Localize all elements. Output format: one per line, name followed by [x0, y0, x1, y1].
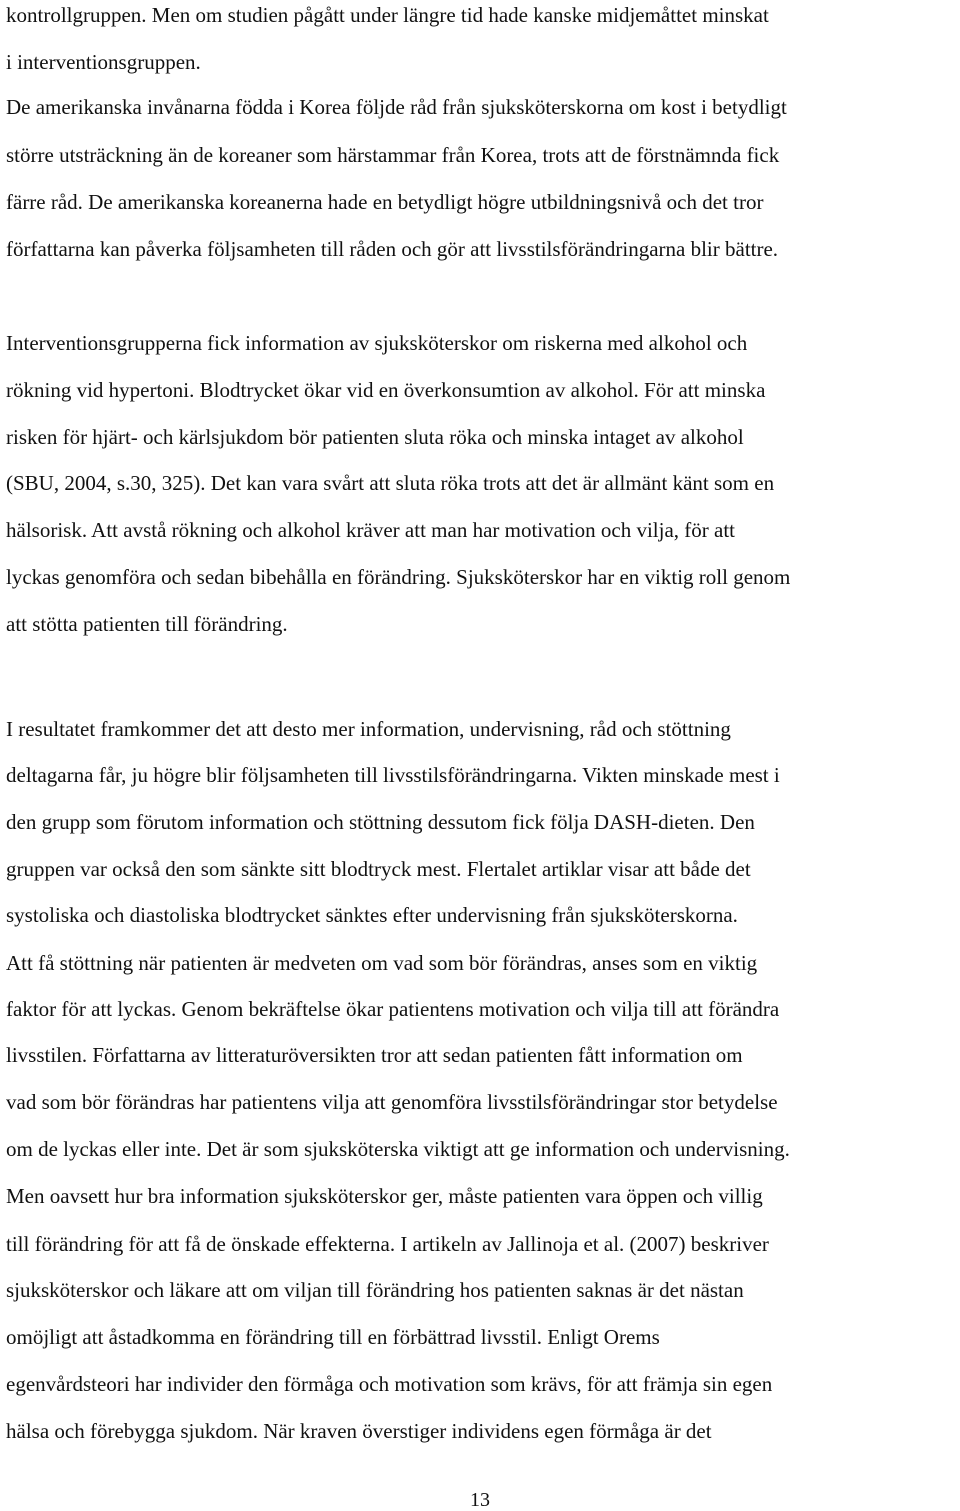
paragraph-3-line-7: att stötta patienten till förändring. [6, 612, 288, 636]
paragraph-4-line-1: I resultatet framkommer det att desto mer information, undervisning, råd och stöttning [6, 717, 731, 741]
paragraph-1-line-2: i interventionsgruppen. [6, 50, 201, 74]
paragraph-4-line-6: Att få stöttning när patienten är medveten om vad som bör förändras, anses som en viktig [6, 951, 758, 975]
paragraph-4-line-5: systoliska och diastoliska blodtrycket sänktes efter undervisning från sjuksköterskorna. [6, 903, 738, 927]
paragraph-3-line-4: (SBU, 2004, s.30, 325). Det kan vara svårt att sluta röka trots att det är allmänt känt som en [6, 471, 775, 495]
paragraph-4-line-10: om de lyckas eller inte. Det är som sjuksköterska viktigt att ge information och undervisning. [6, 1137, 790, 1161]
paragraph-2-line-3: färre råd. De amerikanska koreanerna hade en betydligt högre utbildningsnivå och det tror [6, 190, 764, 214]
paragraph-4-line-15: egenvårdsteori har individer den förmåga och motivation som krävs, för att främja sin egen [6, 1372, 773, 1396]
paragraph-2-line-4: författarna kan påverka följsamheten till råden och gör att livsstilsförändringarna blir bättre. [6, 237, 779, 261]
paragraph-4-line-16: hälsa och förebygga sjukdom. När kraven överstiger individens egen förmåga är det [6, 1419, 712, 1443]
paragraph-4-line-12: till förändring för att få de önskade effekterna. I artikeln av Jallinoja et al. (2007) beskriver [6, 1232, 769, 1256]
paragraph-3-line-6: lyckas genomföra och sedan bibehålla en förändring. Sjuksköterskor har en viktig roll genom [6, 565, 791, 589]
paragraph-3-line-1: Interventionsgrupperna fick information av sjuksköterskor om riskerna med alkohol och [6, 331, 748, 355]
paragraph-1-line-1: kontrollgruppen. Men om studien pågått under längre tid hade kanske midjemåttet minskat [6, 3, 769, 27]
paragraph-4-line-14: omöjligt att åstadkomma en förändring till en förbättrad livsstil. Enligt Orems [6, 1325, 660, 1349]
paragraph-4-line-7: faktor för att lyckas. Genom bekräftelse ökar patientens motivation och vilja till att förändra [6, 997, 780, 1021]
paragraph-4-line-2: deltagarna får, ju högre blir följsamheten till livsstilsförändringarna. Vikten minskade mest i [6, 763, 780, 787]
paragraph-4-line-13: sjuksköterskor och läkare att om viljan till förändring hos patienten saknas är det nästan [6, 1278, 744, 1302]
paragraph-2-line-1: De amerikanska invånarna födda i Korea följde råd från sjuksköterskorna om kost i betydligt [6, 95, 787, 119]
paragraph-4-line-8: livsstilen. Författarna av litteraturöversikten tror att sedan patienten fått information om [6, 1043, 743, 1067]
paragraph-2-line-2: större utsträckning än de koreaner som härstammar från Korea, trots att de förstnämnda fick [6, 143, 780, 167]
paragraph-3-line-2: rökning vid hypertoni. Blodtrycket ökar vid en överkonsumtion av alkohol. För att minska [6, 378, 766, 402]
paragraph-4-line-4: gruppen var också den som sänkte sitt blodtryck mest. Flertalet artiklar visar att både det [6, 857, 751, 881]
paragraph-4-line-11: Men oavsett hur bra information sjuksköterskor ger, måste patienten vara öppen och villig [6, 1184, 763, 1208]
page-number: 13 [470, 1489, 490, 1511]
paragraph-3-line-3: risken för hjärt- och kärlsjukdom bör patienten sluta röka och minska intaget av alkohol [6, 425, 744, 449]
paragraph-4-line-3: den grupp som förutom information och stöttning dessutom fick följa DASH-dieten. Den [6, 810, 755, 834]
paragraph-3-line-5: hälsorisk. Att avstå rökning och alkohol kräver att man har motivation och vilja, för att [6, 518, 735, 542]
paragraph-4-line-9: vad som bör förändras har patientens vilja att genomföra livsstilsförändringar stor betydelse [6, 1090, 778, 1114]
